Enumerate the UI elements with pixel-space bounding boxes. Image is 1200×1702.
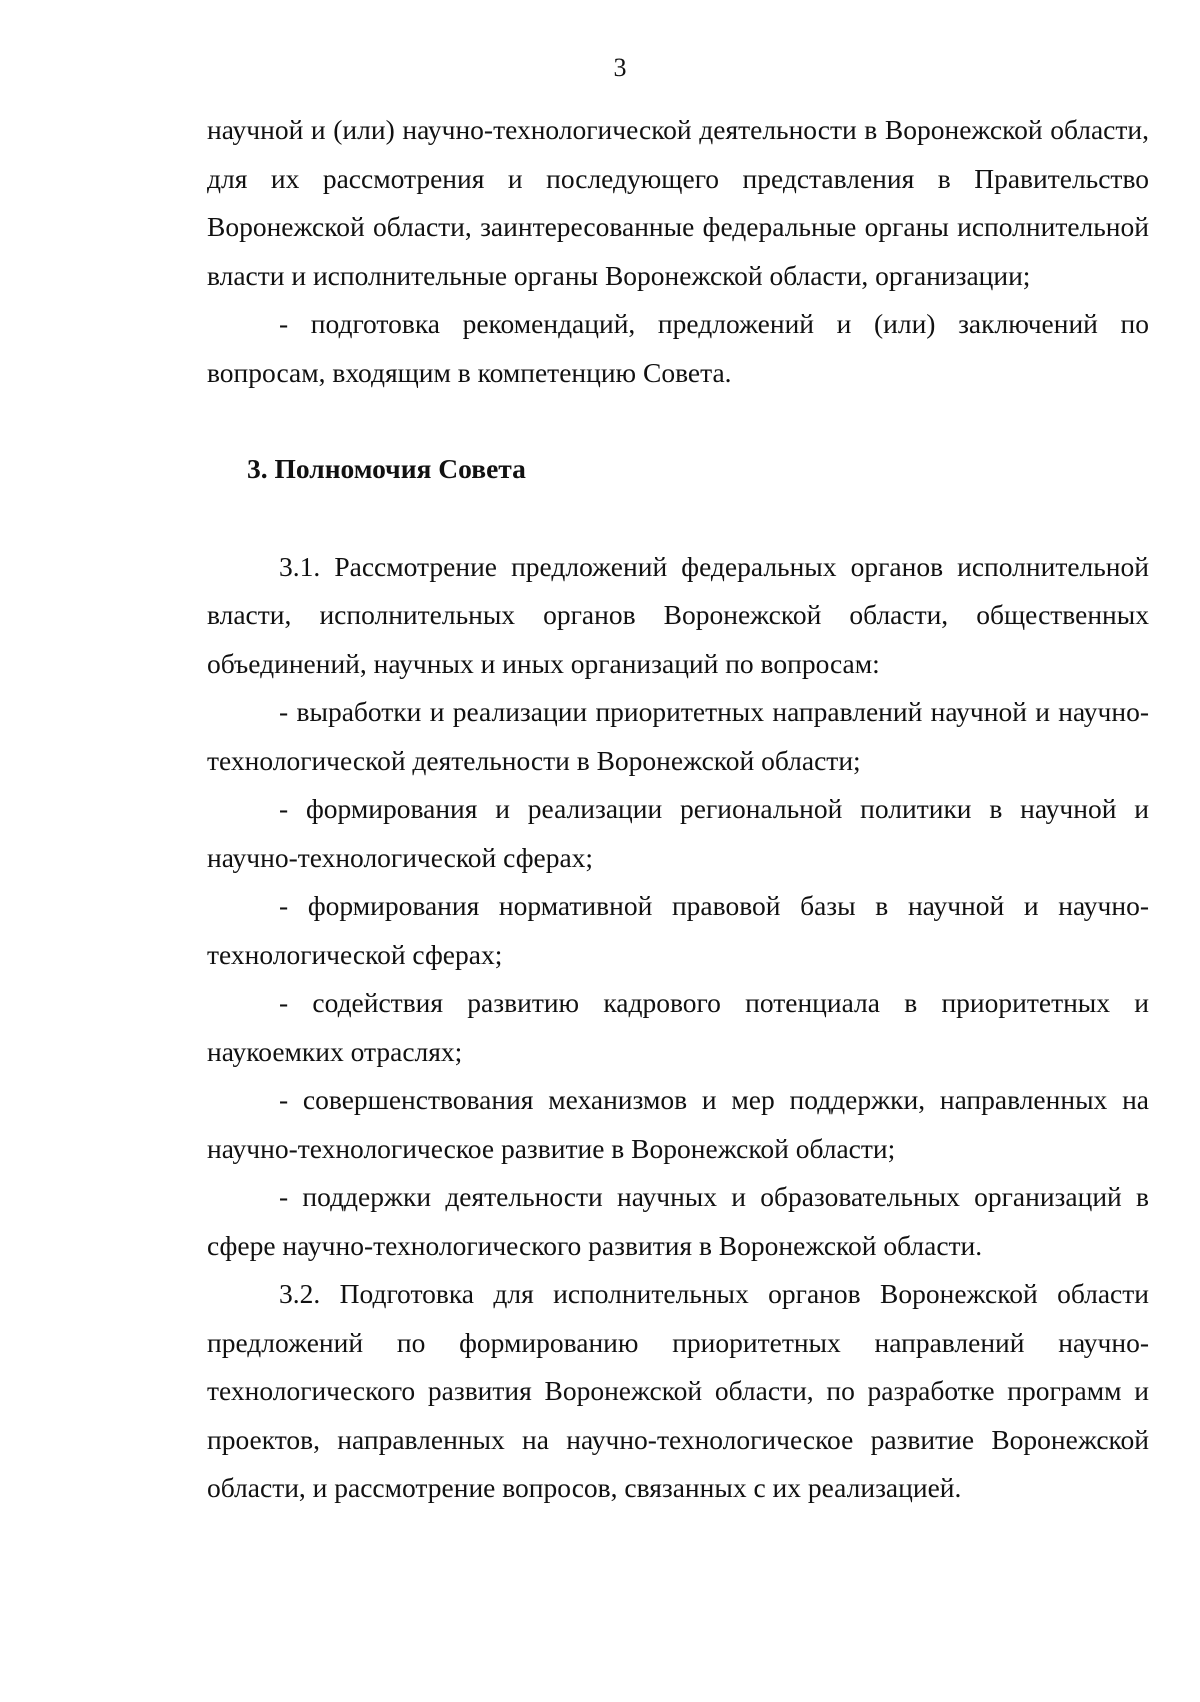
list-item-organization-support: - поддержки деятельности научных и образовательных организаций в сфере научно-технологического развития в Воронежской области. [207,1181,1149,1261]
list-item-personnel-potential: - содействия развитию кадрового потенциала в приоритетных и наукоемких отраслях; [207,987,1149,1067]
paragraph-continuation: научной и (или) научно-технологической деятельности в Воронежской области, для их рассмотрения и последующего представления в Правительство Воронежской области, заинтересованные федеральные органы исполнительной власти и исполнительные органы Воронежской области, организации; [207,114,1149,291]
list-item-priority-directions: - выработки и реализации приоритетных направлений научной и научно-технологической деятельности в Воронежской области; [207,696,1149,776]
clause-3-2: 3.2. Подготовка для исполнительных органов Воронежской области предложений по формированию приоритетных направлений научно-технологического развития Воронежской области, по разработке программ и проектов, направленных на научно-технологическое развитие Воронежской области, и рассмотрение вопросов, связанных с их реализацией. [207,1278,1149,1503]
list-item-regional-policy: - формирования и реализации региональной политики в научной и научно-технологической сферах; [207,793,1149,873]
list-item-legal-framework: - формирования нормативной правовой базы в научной и научно-технологической сферах; [207,890,1149,970]
page-number: 3 [613,53,627,82]
list-item-support-mechanisms: - совершенствования механизмов и мер поддержки, направленных на научно-технологическое развитие в Воронежской области; [207,1084,1149,1164]
document-body [207,106,1149,1513]
clause-3-1: 3.1. Рассмотрение предложений федеральных органов исполнительной власти, исполнительных органов Воронежской области, общественных объединений, научных и иных организаций по вопросам: [207,550,1149,679]
list-item-recommendations: - подготовка рекомендаций, предложений и (или) заключений по вопросам, входящим в компетенцию Совета. [207,308,1149,388]
section-heading: 3. Полномочия Совета [247,453,526,484]
